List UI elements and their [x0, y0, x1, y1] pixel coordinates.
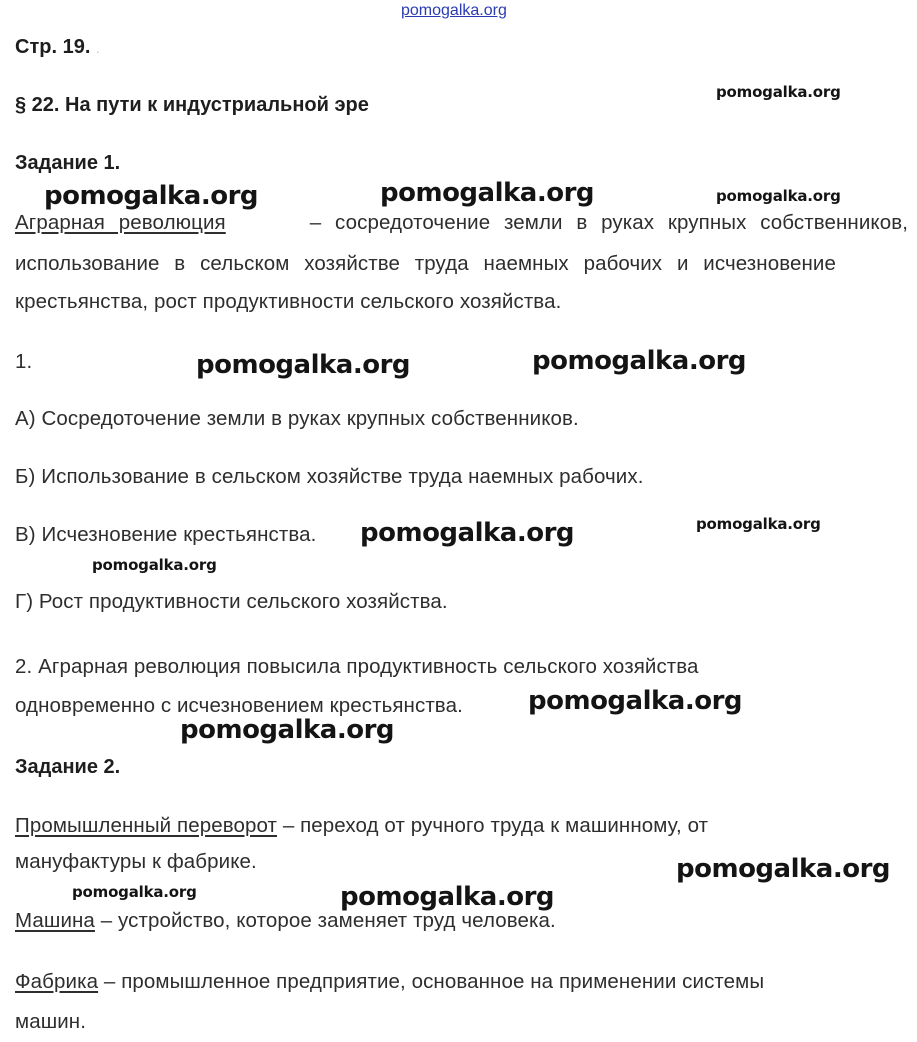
watermark: pomogalka.org [44, 181, 259, 211]
watermark: pomogalka.org [696, 515, 821, 533]
task2-definition3-line2: машин. [15, 1010, 87, 1033]
task2-heading: Задание 2. [15, 756, 121, 778]
task1-definition-line2: использование в сельском хозяйстве труда наемных рабочих и исчезновение [15, 252, 836, 275]
term-machine: Машина [15, 909, 95, 932]
watermark: pomogalka.org [676, 854, 891, 884]
watermark: pomogalka.org [180, 715, 395, 745]
question2-line2: одновременно с исчезновением крестьянства. [15, 694, 463, 717]
page-reference-dot: . [95, 40, 100, 56]
watermark: pomogalka.org [340, 882, 555, 912]
page-reference [15, 36, 100, 59]
watermark: pomogalka.org [72, 883, 197, 901]
definition3-continuation: – промышленное предприятие, основанное на применении системы [103, 970, 765, 993]
term-agrarian-revolution: Аграрная революция [15, 211, 226, 234]
watermark: pomogalka.org [532, 346, 747, 376]
watermark: pomogalka.org [196, 350, 411, 380]
question1-number: 1. [15, 350, 33, 373]
watermark: pomogalka.org [380, 178, 595, 208]
answer-a: А) Сосредоточение земли в руках крупных собственников. [15, 407, 579, 430]
definition1-continuation: – переход от ручного труда к машинному, от [282, 814, 709, 837]
term-industrial-revolution: Промышленный переворот [15, 814, 278, 837]
task2-definition2 [15, 909, 556, 933]
watermark: pomogalka.org [528, 686, 743, 716]
definition-continuation: – сосредоточение земли в руках крупных собственников, [309, 211, 908, 234]
task2-definition1-line2: мануфактуры к фабрике. [15, 850, 257, 873]
watermark-top-link[interactable]: pomogalka.org [401, 2, 507, 19]
watermark: pomogalka.org [716, 83, 841, 101]
task1-definition-line3: крестьянства, рост продуктивности сельского хозяйства. [15, 290, 562, 313]
watermark: pomogalka.org [92, 556, 217, 574]
task2-definition3-line1 [15, 970, 764, 994]
question2-line1: 2. Аграрная революция повысила продуктивность сельского хозяйства [15, 655, 699, 678]
task1-definition-line1 [15, 211, 908, 235]
task1-heading: Задание 1. [15, 152, 121, 174]
watermark: pomogalka.org [360, 518, 575, 548]
answer-g: Г) Рост продуктивности сельского хозяйства. [15, 590, 448, 613]
watermark: pomogalka.org [716, 187, 841, 205]
task2-definition1-line1 [15, 814, 708, 838]
answer-b: Б) Использование в сельском хозяйстве труда наемных рабочих. [15, 465, 644, 488]
section-title: § 22. На пути к индустриальной эре [15, 94, 369, 116]
answer-v: В) Исчезновение крестьянства. [15, 523, 317, 546]
page-reference-text: Стр. 19. [15, 36, 91, 58]
definition2-continuation: – устройство, которое заменяет труд человека. [100, 909, 556, 932]
term-factory: Фабрика [15, 970, 99, 993]
